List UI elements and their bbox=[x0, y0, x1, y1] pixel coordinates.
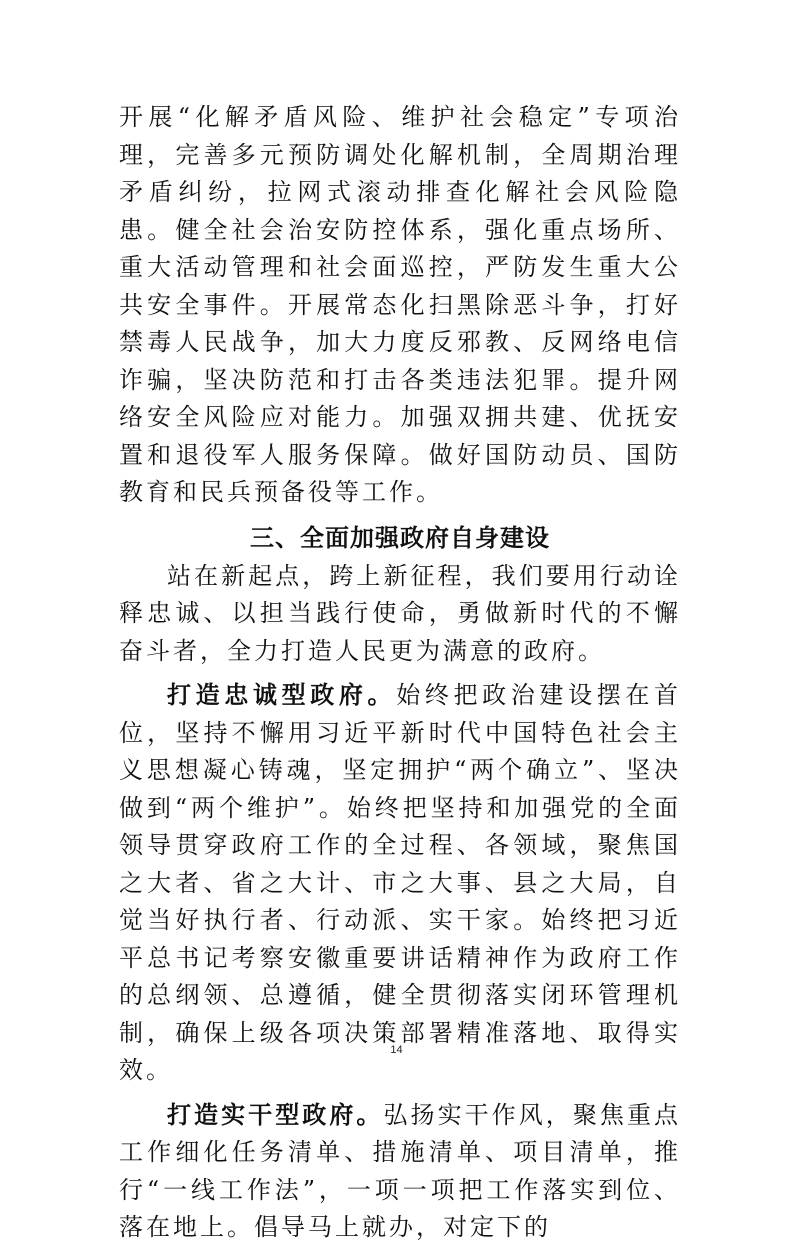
body-paragraph: 开展“化解矛盾风险、维护社会稳定”专项治理，完善多元预防调处化解机制，全周期治理矛盾纠纷，拉网式滚动排查化解社会风险隐患。健全社会治安防控体系，强化重点场所、重大活动管理和社会面巡控，严防发生重大公共安全事件。开展常态化扫黑除恶斗争，打好禁毒人民战争，加大力度反邪教、反网络电信诈骗，坚决防范和打击各类违法犯罪。提升网络安全风险应对能力。加强双拥共建、优抚安置和退役军人服务保障。做好国防动员、国防教育和民兵预备役等工作。 bbox=[119, 103, 681, 506]
page-number: 14 bbox=[390, 1044, 403, 1056]
practical-government-paragraph bbox=[119, 1096, 681, 1247]
paragraph-text: 弘扬实干作风，聚焦重点工作细化任务清单、措施清单、项目清单，推行“一线工作法”，一项一项把工作落实到位、落在地上。倡导马上就办，对定下的 bbox=[119, 1100, 682, 1241]
paragraph-lead: 打造实干型政府。 bbox=[167, 1099, 384, 1129]
section-heading: 三、全面加强政府自身建设 bbox=[250, 523, 550, 552]
paragraph-text: 始终把政治建设摆在首位，坚持不懈用习近平新时代中国特色社会主义思想凝心铸魂，坚定拥护“两个确立”、坚决做到“两个维护”。始终把坚持和加强党的全面领导贯穿政府工作的全过程、各领域，聚焦国之大者、省之大计、市之大事、县之大局，自觉当好执行者、行动派、实干家。始终把习近平总书记考察安徽重要讲话精神作为政府工作的总纲领、总遵循，健全贯彻落实闭环管理机制，确保上级各项决策部署精准落地、取得实效。 bbox=[119, 681, 682, 1084]
loyal-government-paragraph bbox=[119, 676, 681, 1090]
intro-paragraph: 站在新起点，跨上新征程，我们要用行动诠释忠诚、以担当践行使命，勇做新时代的不懈奋斗者，全力打造人民更为满意的政府。 bbox=[119, 561, 681, 665]
paragraph-lead: 打造忠诚型政府。 bbox=[167, 680, 397, 709]
document-body bbox=[119, 99, 681, 1247]
